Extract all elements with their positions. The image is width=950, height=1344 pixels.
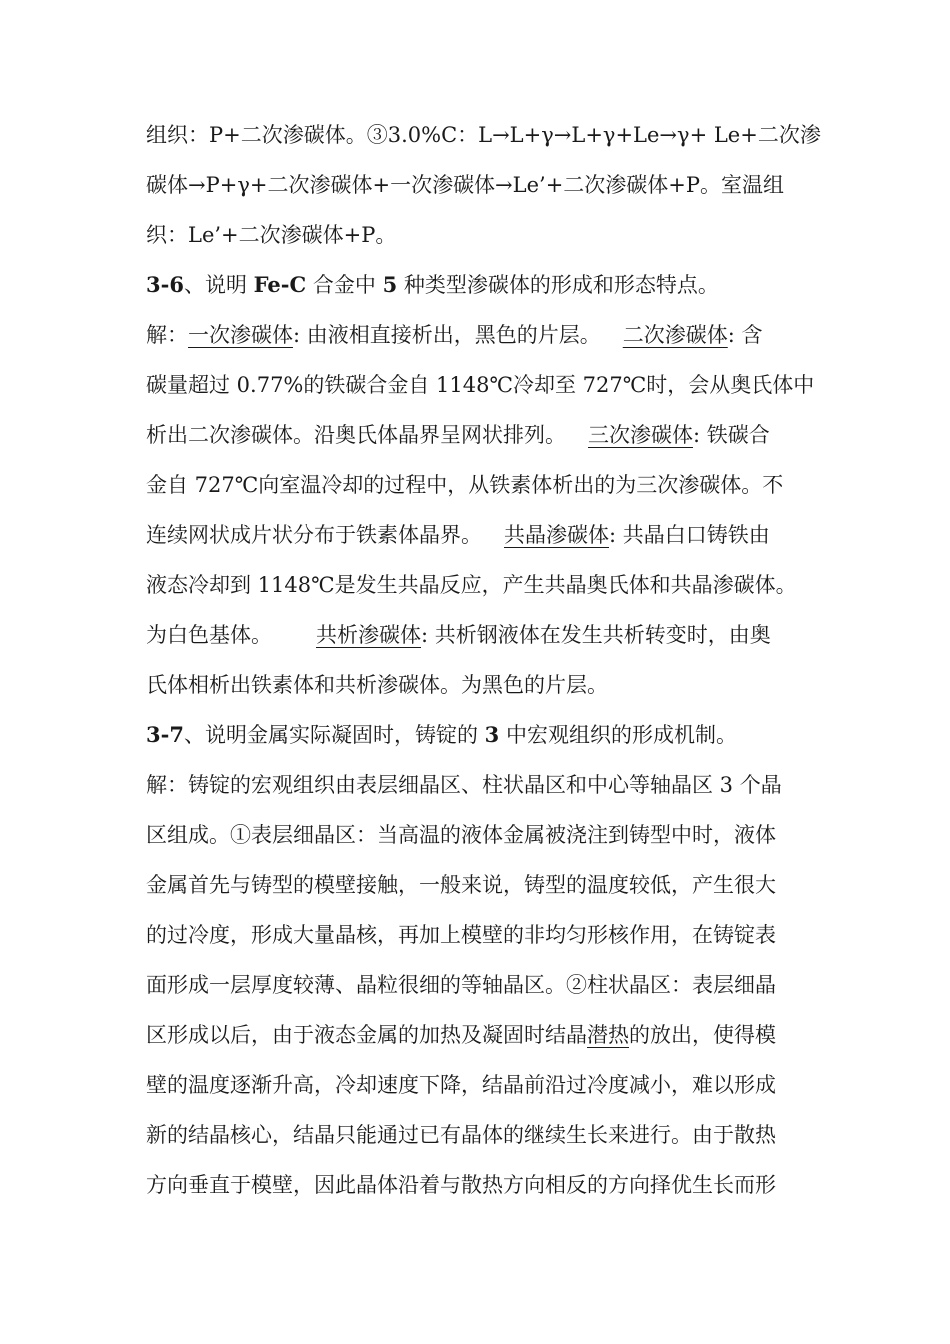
text-line: 新的结晶核心，结晶只能通过已有晶体的继续生长来进行。由于散热	[146, 1123, 776, 1147]
text-line: 金属首先与铸型的模壁接触，一般来说，铸型的温度较低，产生很大	[146, 873, 776, 897]
text-line: 碳体→P+γ+二次渗碳体+一次渗碳体→Le’+二次渗碳体+P。室温组	[146, 173, 785, 197]
text-line: 面形成一层厚度较薄、晶粒很细的等轴晶区。②柱状晶区：表层细晶	[146, 973, 776, 997]
text-line: 氏体相析出铁素体和共析渗碳体。为黑色的片层。	[146, 673, 608, 697]
text-line: 组织：P+二次渗碳体。③3.0%C：L→L+γ→L+γ+Le→γ+ Le+二次渗	[146, 123, 821, 147]
term-latent-heat: 潜热	[587, 1023, 629, 1047]
text-line: 连续网状成片状分布于铁素体晶界。 共晶渗碳体: 共晶白口铸铁由	[146, 523, 770, 547]
term-eutectic-cementite: 共晶渗碳体	[504, 523, 609, 547]
text-line: 液态冷却到 1148℃是发生共晶反应，产生共晶奥氏体和共晶渗碳体。	[146, 573, 797, 597]
text-line: 区组成。①表层细晶区：当高温的液体金属被浇注到铸型中时，液体	[146, 823, 776, 847]
text-line: 织：Le’+二次渗碳体+P。	[146, 223, 397, 247]
text-line: 析出二次渗碳体。沿奥氏体晶界呈网状排列。 三次渗碳体: 铁碳合	[146, 423, 770, 447]
term-secondary-cementite: 二次渗碳体	[622, 323, 728, 347]
text-line: 解：铸锭的宏观组织由表层细晶区、柱状晶区和中心等轴晶区 3 个晶	[146, 773, 782, 797]
question-3-7-heading: 3-7、说明金属实际凝固时，铸锭的 3 中宏观组织的形成机制。	[146, 722, 737, 747]
term-eutectoid-cementite: 共析渗碳体	[316, 623, 421, 647]
text-line: 解：一次渗碳体: 由液相直接析出，黑色的片层。 二次渗碳体: 含	[146, 323, 763, 347]
text-line: 方向垂直于模壁，因此晶体沿着与散热方向相反的方向择优生长而形	[146, 1173, 776, 1197]
question-3-6-heading: 3-6、说明 Fe-C 合金中 5 种类型渗碳体的形成和形态特点。	[146, 272, 719, 297]
term-primary-cementite: 一次渗碳体	[188, 323, 293, 347]
text-line: 碳量超过 0.77%的铁碳合金自 1148℃冷却至 727℃时，会从奥氏体中	[146, 373, 815, 397]
text-line: 区形成以后，由于液态金属的加热及凝固时结晶潜热的放出，使得模	[146, 1023, 776, 1047]
text-line: 金自 727℃向室温冷却的过程中，从铁素体析出的为三次渗碳体。不	[146, 473, 784, 497]
text-line: 的过冷度，形成大量晶核，再加上模壁的非均匀形核作用，在铸锭表	[146, 923, 776, 947]
text-line: 为白色基体。 共析渗碳体: 共析钢液体在发生共析转变时，由奥	[146, 623, 771, 647]
text-line: 壁的温度逐渐升高，冷却速度下降，结晶前沿过冷度减小，难以形成	[146, 1073, 776, 1097]
term-tertiary-cementite: 三次渗碳体	[588, 423, 693, 447]
